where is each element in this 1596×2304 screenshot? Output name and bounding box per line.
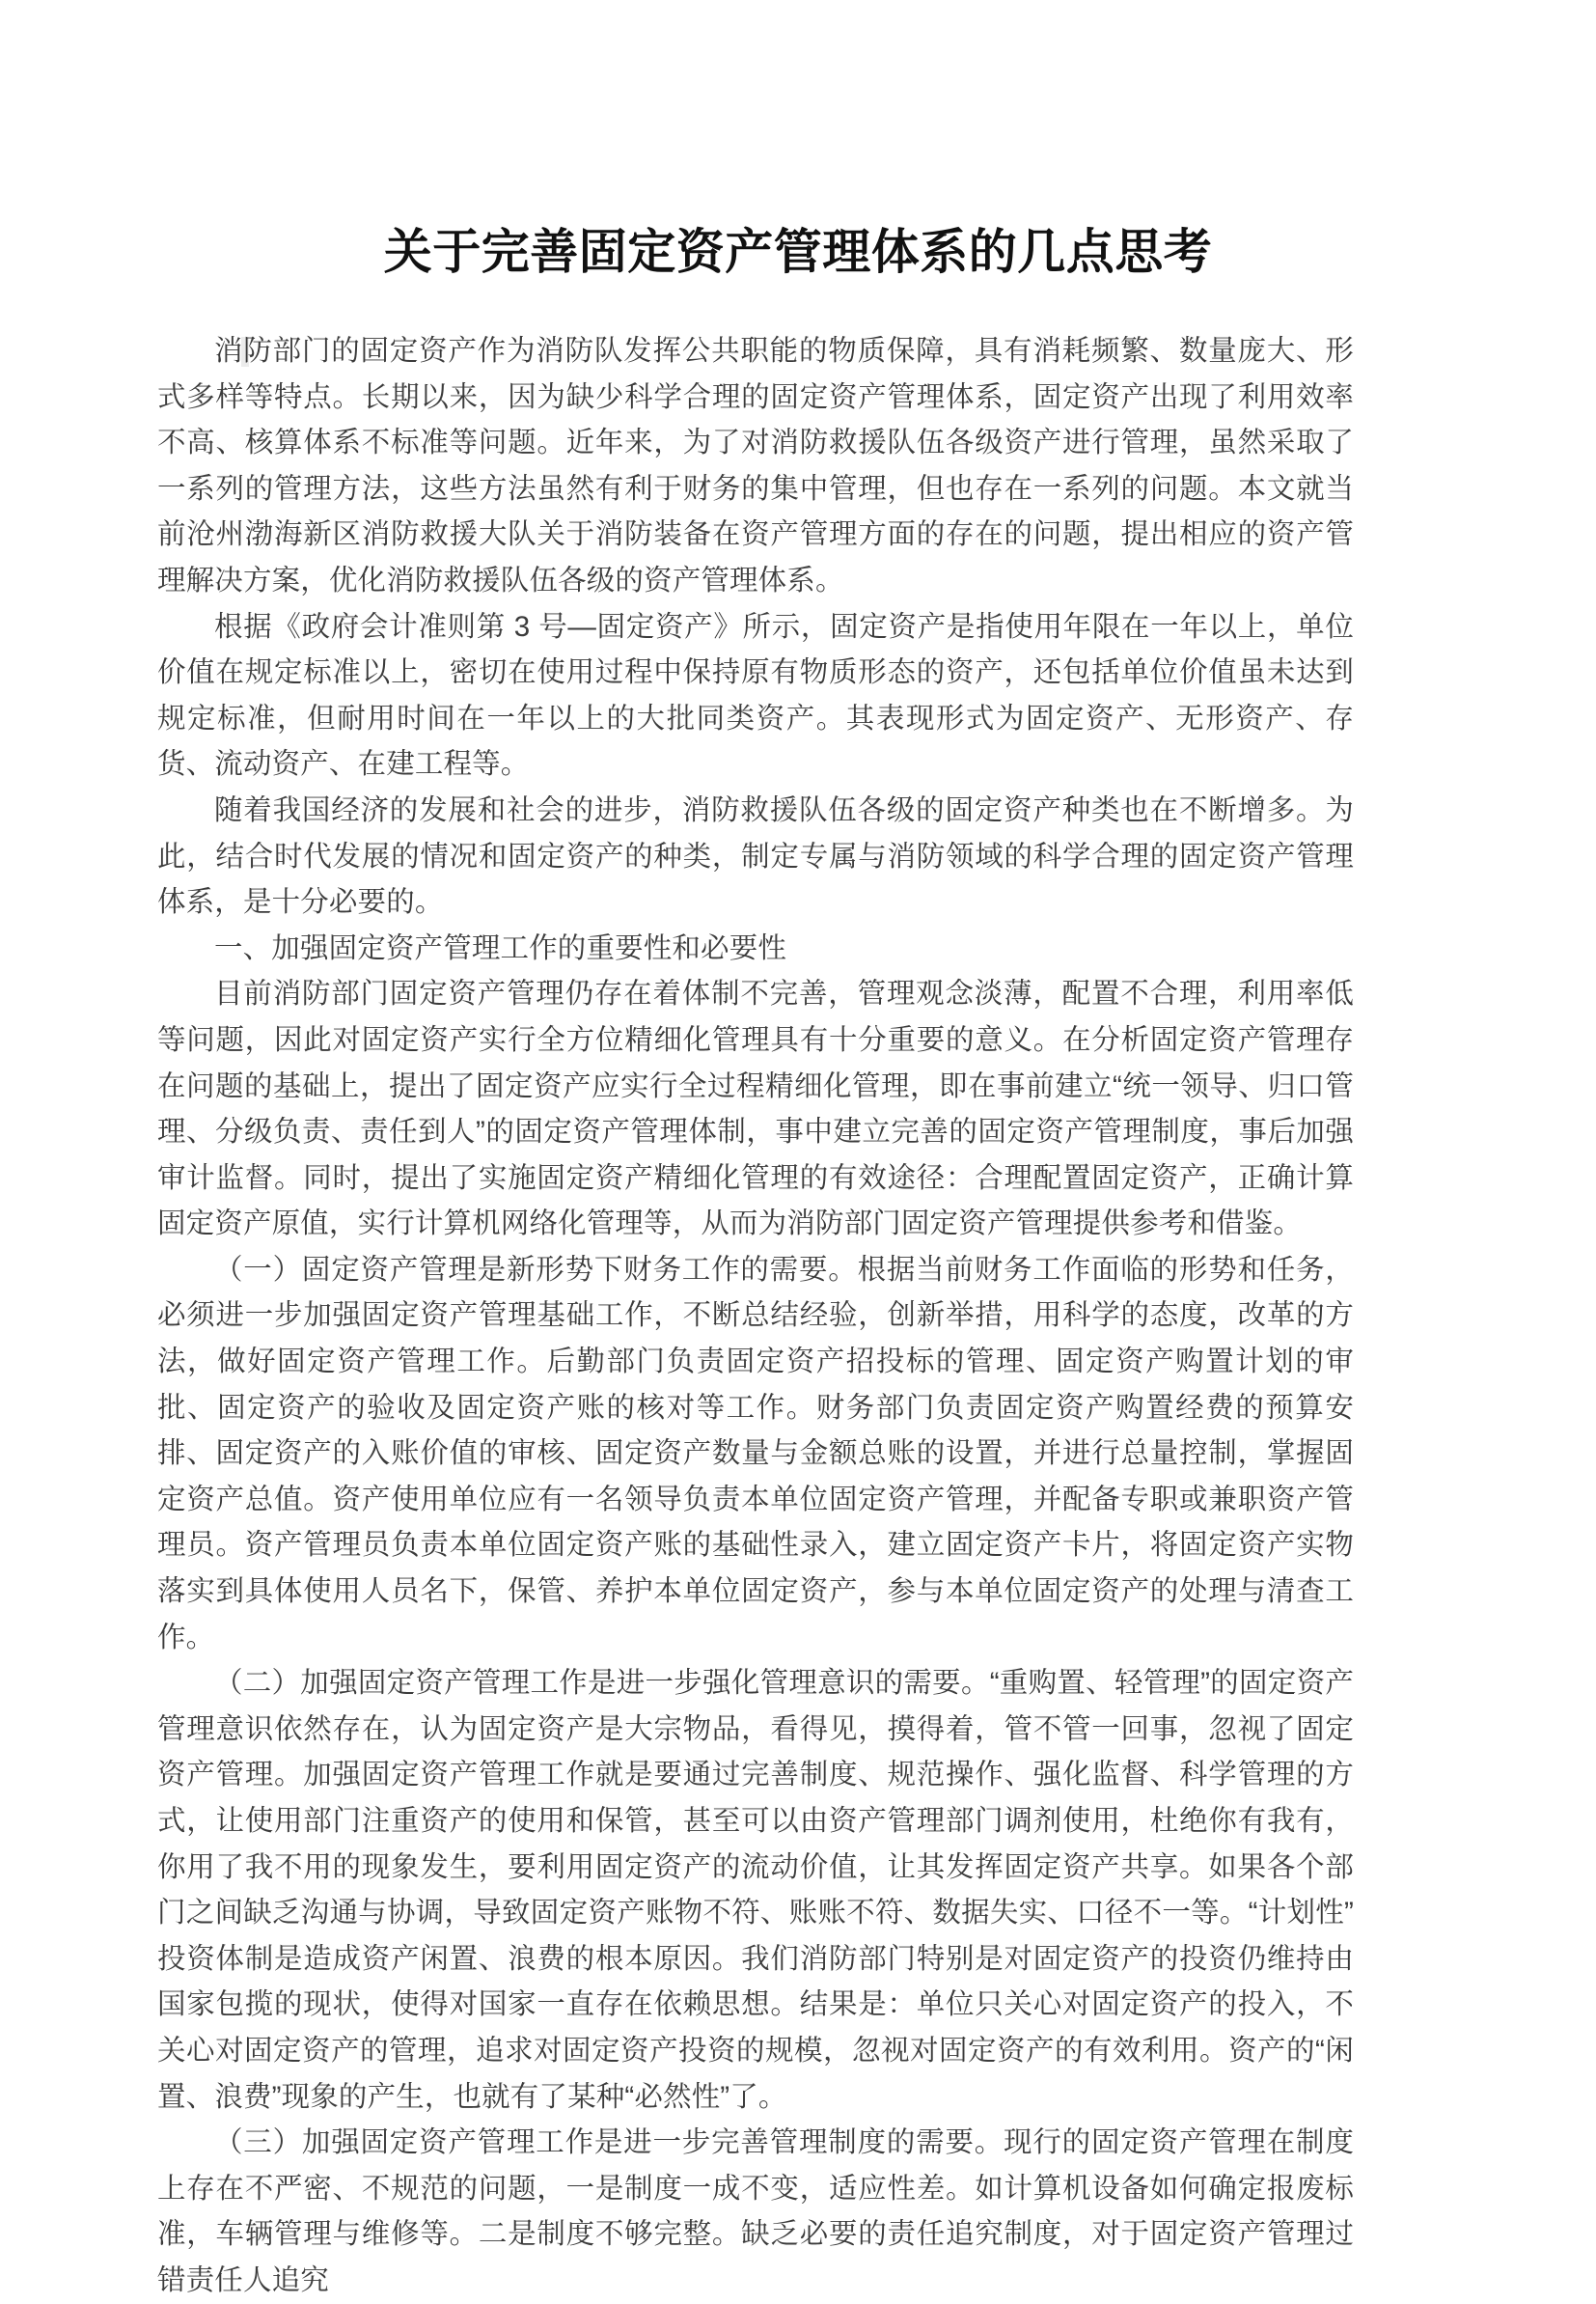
paragraph: （三）加强固定资产管理工作是进一步完善管理制度的需要。现行的固定资产管理在制度上存在不严密、不规范的问题，一是制度一成不变，适应性差。如计算机设备如何确定报废标准，车辆管理与维修等。二是制度不够完整。缺乏必要的责任追究制度，对于固定资产管理过错责任人追究 <box>157 2126 1354 2296</box>
paragraph: 消防部门的固定资产作为消防队发挥公共职能的物质保障，具有消耗频繁、数量庞大、形式多样等特点。长期以来，因为缺少科学合理的固定资产管理体系，固定资产出现了利用效率不高、核算体系不标准等问题。近年来，为了对消防救援队伍各级资产进行管理，虽然采取了一系列的管理方法，这些方法虽然有利于财务的集中管理，但也存在一系列的问题。本文就当前沧州渤海新区消防救援大队关于消防装备在资产管理方面的存在的问题，提出相应的资产管理解决方案，优化消防救援队伍各级的资产管理体系。 <box>157 335 1354 597</box>
page-title: 关于完善固定资产管理体系的几点思考 <box>383 224 1213 279</box>
paragraph: （二）加强固定资产管理工作是进一步强化管理意识的需要。“重购置、轻管理”的固定资产管理意识依然存在，认为固定资产是大宗物品，看得见，摸得着，管不管一回事，忽视了固定资产管理。加强固定资产管理工作就是要通过完善制度、规范操作、强化监督、科学管理的方式，让使用部门注重资产的使用和保管，甚至可以由资产管理部门调剂使用，杜绝你有我有，你用了我不用的现象发生，要利用固定资产的流动价值，让其发挥固定资产共享。如果各个部门之间缺乏沟通与协调，导致固定资产账物不符、账账不符、数据失实、口径不一等。“计划性”投资体制是造成资产闲置、浪费的根本原因。我们消防部门特别是对固定资产的投资仍维持由国家包揽的现状，使得对国家一直存在依赖思想。结果是：单位只关心对固定资产的投入，不关心对固定资产的管理，追求对固定资产投资的规模，忽视对固定资产的有效利用。资产的“闲置、浪费”现象的产生，也就有了某种“必然性”了。 <box>157 1667 1354 2113</box>
paragraph: 随着我国经济的发展和社会的进步，消防救援队伍各级的固定资产种类也在不断增多。为此，结合时代发展的情况和固定资产的种类，制定专属与消防领域的科学合理的固定资产管理体系，是十分必要的。 <box>157 793 1354 919</box>
paragraph: 目前消防部门固定资产管理仍存在着体制不完善，管理观念淡薄，配置不合理，利用率低等问题，因此对固定资产实行全方位精细化管理具有十分重要的意义。在分析固定资产管理存在问题的基础上，提出了固定资产应实行全过程精细化管理，即在事前建立“统一领导、归口管理、分级负责、责任到人”的固定资产管理体制，事中建立完善的固定资产管理制度，事后加强审计监督。同时，提出了实施固定资产精细化管理的有效途径：合理配置固定资产，正确计算固定资产原值，实行计算机网络化管理等，从而为消防部门固定资产管理提供参考和借鉴。 <box>157 978 1354 1240</box>
paragraph: （一）固定资产管理是新形势下财务工作的需要。根据当前财务工作面临的形势和任务，必须进一步加强固定资产管理基础工作，不断总结经验，创新举措，用科学的态度，改革的方法，做好固定资产管理工作。后勤部门负责固定资产招投标的管理、固定资产购置计划的审批、固定资产的验收及固定资产账的核对等工作。财务部门负责固定资产购置经费的预算安排、固定资产的入账价值的审核、固定资产数量与金额总账的设置，并进行总量控制，掌握固定资产总值。资产使用单位应有一名领导负责本单位固定资产管理，并配备专职或兼职资产管理员。资产管理员负责本单位固定资产账的基础性录入，建立固定资产卡片，将固定资产实物落实到具体使用人员名下，保管、养护本单位固定资产，参与本单位固定资产的处理与清查工作。 <box>157 1253 1354 1653</box>
section-heading: 一、加强固定资产管理工作的重要性和必要性 <box>214 931 787 964</box>
document-body <box>157 328 1354 2304</box>
paragraph: 根据《政府会计准则第 3 号—固定资产》所示，固定资产是指使用年限在一年以上，单位价值在规定标准以上，密切在使用过程中保持原有物质形态的资产，还包括单位价值虽未达到规定标准，但耐用时间在一年以上的大批同类资产。其表现形式为固定资产、无形资产、存货、流动资产、在建工程等。 <box>157 610 1354 781</box>
